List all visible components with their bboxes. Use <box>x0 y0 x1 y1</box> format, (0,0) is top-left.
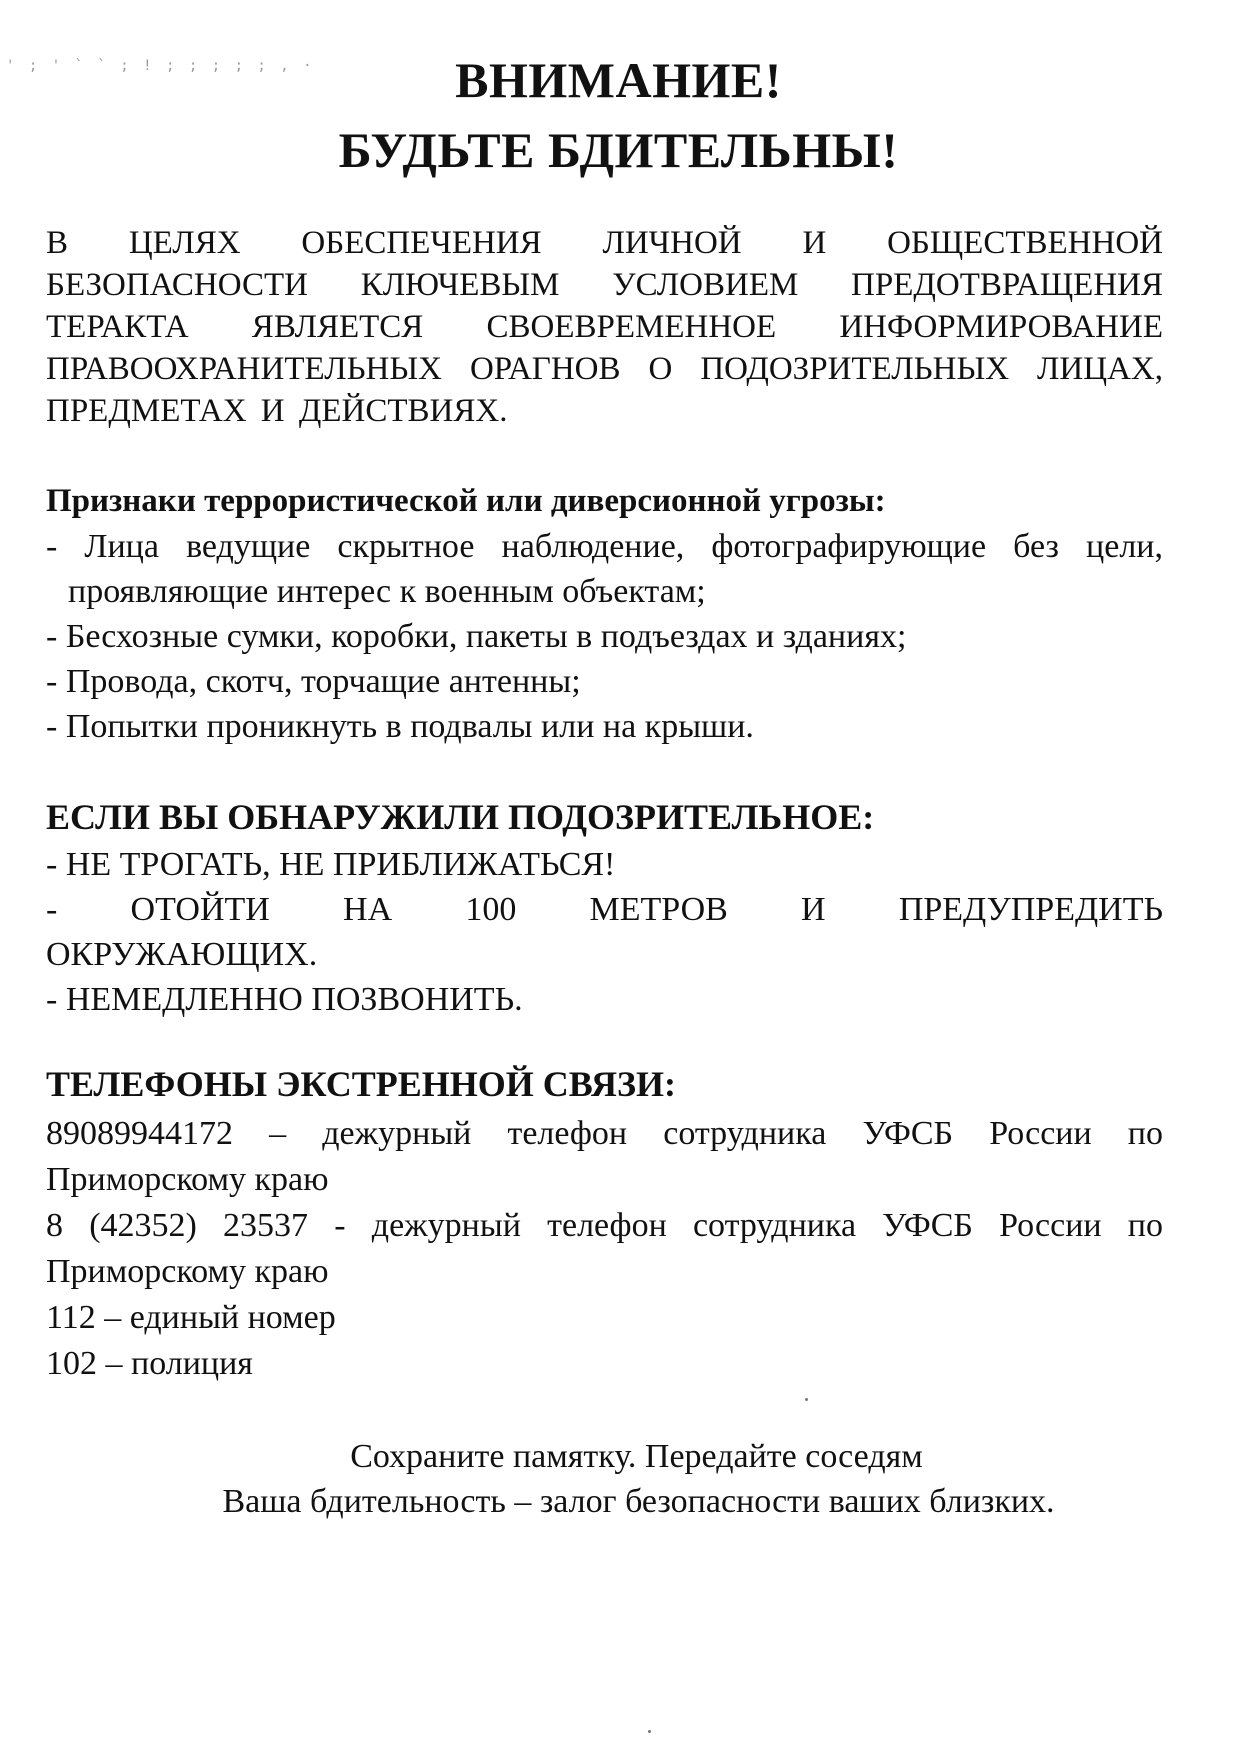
phone-entry: 8 (42352) 23537 - дежурный телефон сотрудника УФСБ России по Приморскому краю <box>46 1207 1163 1290</box>
footer-save-note: Сохраните памятку. Передайте соседям <box>350 1438 923 1475</box>
list-item: - Попытки проникнуть в подвалы или на крыши. <box>46 708 754 745</box>
scan-speck <box>648 1730 651 1733</box>
list-item: - Лица ведущие скрытное наблюдение, фотографирующие без цели, проявляющие интерес к военным объектам; <box>46 528 1163 610</box>
list-item: - Провода, скотч, торчащие антенны; <box>46 663 581 700</box>
threat-signs-list <box>46 524 1163 749</box>
intro-paragraph: В ЦЕЛЯХ ОБЕСПЕЧЕНИЯ ЛИЧНОЙ И ОБЩЕСТВЕННОЙ БЕЗОПАСНОСТИ КЛЮЧЕВЫМ УСЛОВИЕМ ПРЕДОТВРАЩЕНИЯ ТЕРАКТА ЯВЛЯЕТСЯ СВОЕВРЕМЕННОЕ ИНФОРМИРОВАНИЕ ПРАВООХРАНИТЕЛЬНЫХ ОРАГНОВ О ПОДОЗРИТЕЛЬНЫХ ЛИЦАХ, ПРЕДМЕТАХ И ДЕЙСТВИЯХ. <box>46 225 1163 429</box>
list-item: - Бесхозные сумки, коробки, пакеты в подъездах и зданиях; <box>46 618 907 655</box>
actions-list <box>46 842 1163 1022</box>
emergency-phones-heading: ТЕЛЕФОНЫ ЭКСТРЕННОЙ СВЯЗИ: <box>46 1064 676 1104</box>
scan-artifact-marks: ' ; ' ` ` ; ! ; ; ; ; ; , · <box>6 58 315 74</box>
phone-entry: 89089944172 – дежурный телефон сотрудника УФСБ России по Приморскому краю <box>46 1115 1163 1198</box>
list-item: - НЕ ТРОГАТЬ, НЕ ПРИБЛИЖАТЬСЯ! <box>46 846 616 883</box>
phone-entry: 112 – единый номер <box>46 1299 336 1336</box>
scan-speck <box>805 1398 808 1401</box>
page-title-attention: ВНИМАНИЕ! <box>455 52 782 108</box>
phone-entry: 102 – полиция <box>46 1345 253 1382</box>
suspicious-found-heading: ЕСЛИ ВЫ ОБНАРУЖИЛИ ПОДОЗРИТЕЛЬНОЕ: <box>46 797 875 837</box>
list-item: - НЕМЕДЛЕННО ПОЗВОНИТЬ. <box>46 981 523 1018</box>
threat-signs-heading: Признаки террористической или диверсионной угрозы: <box>46 483 886 519</box>
page-title-be-vigilant: БУДЬТЕ БДИТЕЛЬНЫ! <box>338 122 899 178</box>
list-item: - ОТОЙТИ НА 100 МЕТРОВ И ПРЕДУПРЕДИТЬ ОКРУЖАЮЩИХ. <box>46 891 1163 973</box>
footer-vigilance-note: Ваша бдительность – залог безопасности ваших близких. <box>222 1483 1055 1520</box>
emergency-phones-list <box>46 1111 1163 1387</box>
